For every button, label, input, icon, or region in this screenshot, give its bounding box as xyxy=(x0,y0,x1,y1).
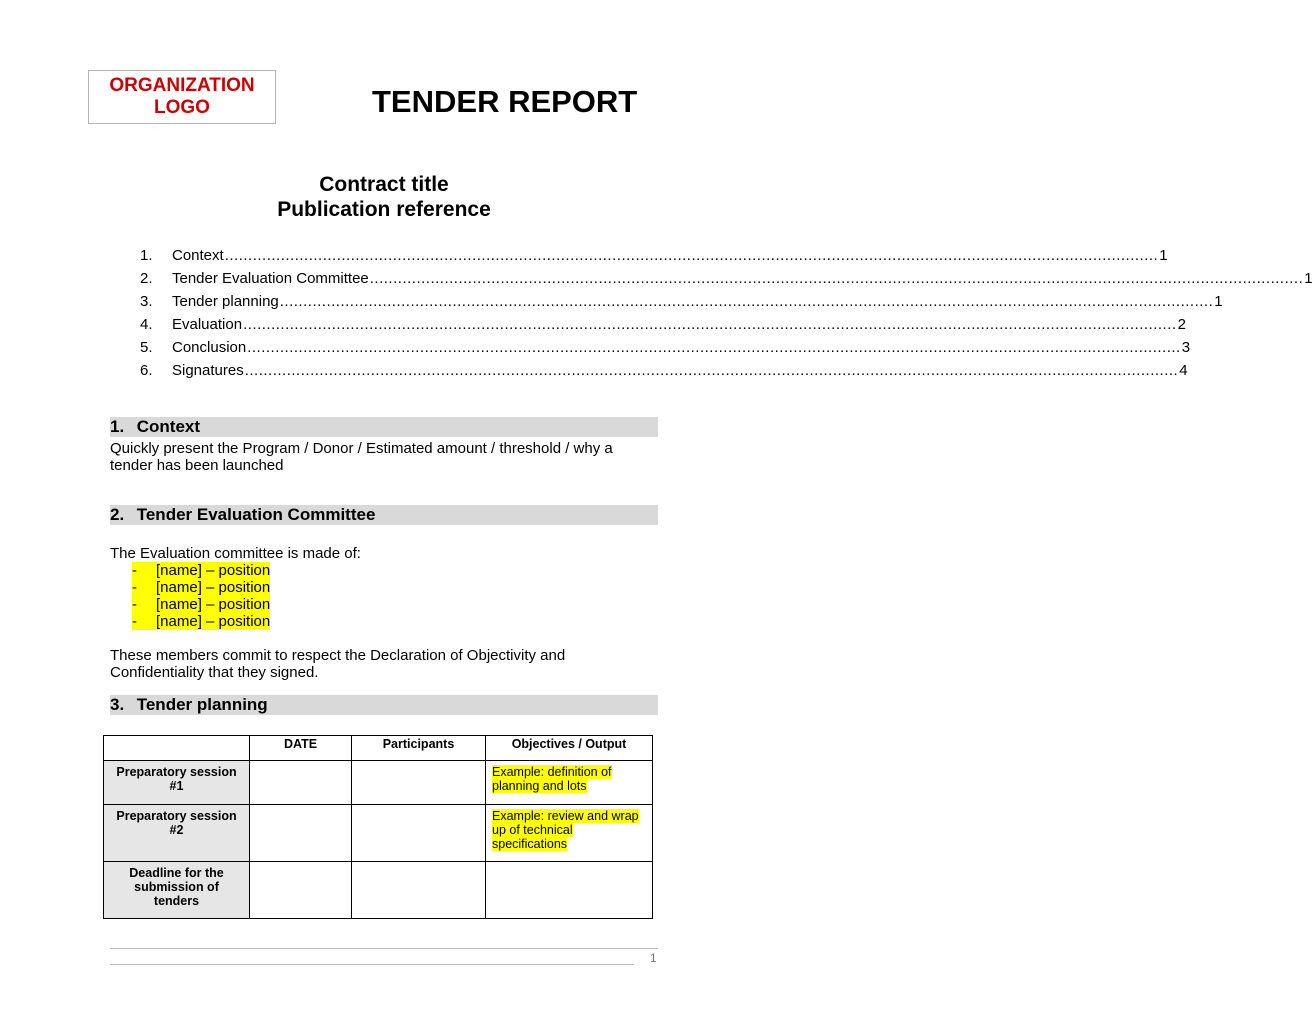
toc-number: 6. xyxy=(140,362,153,379)
toc-number: 3. xyxy=(140,293,153,310)
toc-label: Conclusion xyxy=(172,339,247,356)
committee-member-list xyxy=(132,562,270,630)
member-text: [name] – position xyxy=(156,596,271,613)
section-title: Tender planning xyxy=(136,695,268,714)
toc-leader: ........................................................................................................................................................................................................ xyxy=(369,270,1304,287)
column-header xyxy=(104,736,250,761)
list-item xyxy=(132,596,270,613)
context-paragraph: Quickly present the Program / Donor / Estimated amount / threshold / why a tender has been launched xyxy=(110,440,613,474)
toc-item-conclusion[interactable] xyxy=(140,339,1191,362)
bullet-dash: - xyxy=(132,613,156,630)
document-title: TENDER REPORT xyxy=(372,84,638,119)
bullet-dash: - xyxy=(132,596,156,613)
objectives-cell[interactable] xyxy=(486,862,653,919)
list-item xyxy=(132,562,270,579)
date-cell[interactable] xyxy=(250,761,352,805)
column-header-participants: Participants xyxy=(352,736,486,761)
committee-intro: The Evaluation committee is made of: xyxy=(110,545,361,562)
objectives-cell[interactable] xyxy=(486,805,653,862)
toc-leader: ........................................................................................................................................................................................................ xyxy=(243,316,1177,333)
toc-item-signatures[interactable] xyxy=(140,362,1188,385)
organization-logo-placeholder xyxy=(88,70,276,124)
contract-title: Contract title xyxy=(319,173,449,196)
bullet-dash: - xyxy=(132,579,156,596)
member-text: [name] – position xyxy=(156,579,271,596)
toc-item-evaluation[interactable] xyxy=(140,316,1186,339)
toc-item-tender-evaluation-committee[interactable] xyxy=(140,270,1313,293)
objectives-text: Example: review and wrap up of technical specifications xyxy=(492,809,639,851)
date-cell[interactable] xyxy=(250,862,352,919)
participants-cell[interactable] xyxy=(352,761,486,805)
toc-page-number: 2 xyxy=(1177,316,1186,333)
member-text: [name] – position xyxy=(156,613,271,630)
toc-item-context[interactable] xyxy=(140,247,1168,270)
footer-divider xyxy=(110,964,634,965)
section-title: Context xyxy=(136,417,201,436)
section-number: 2. xyxy=(110,505,125,524)
toc-page-number: 3 xyxy=(1181,339,1191,356)
participants-cell[interactable] xyxy=(352,805,486,862)
toc-item-tender-planning[interactable] xyxy=(140,293,1223,316)
logo-text: ORGANIZATION LOGO xyxy=(109,75,255,118)
toc-number: 4. xyxy=(140,316,153,333)
tender-planning-table xyxy=(103,735,653,919)
toc-page-number: 4 xyxy=(1179,362,1188,379)
row-label: Preparatory session #2 xyxy=(104,805,250,862)
footer-page-number: 1 xyxy=(650,951,657,965)
table-of-contents xyxy=(140,247,1313,385)
list-item xyxy=(132,613,270,630)
toc-leader: ........................................................................................................................................................................................................ xyxy=(279,293,1214,310)
committee-closing: These members commit to respect the Declaration of Objectivity and Confidentiality that they signed. xyxy=(110,647,566,681)
toc-label: Tender planning xyxy=(172,293,279,310)
toc-page-number: 1 xyxy=(1214,293,1223,310)
toc-page-number: 1 xyxy=(1159,247,1168,264)
section-heading-committee xyxy=(110,505,658,525)
toc-leader: ........................................................................................................................................................................................................ xyxy=(247,339,1181,356)
objectives-cell[interactable] xyxy=(486,761,653,805)
toc-number: 5. xyxy=(140,339,153,356)
toc-page-number: 1 xyxy=(1304,270,1313,287)
column-header-date: DATE xyxy=(250,736,352,761)
objectives-text: Example: definition of planning and lots xyxy=(492,765,612,793)
toc-number: 2. xyxy=(140,270,153,287)
list-item xyxy=(132,579,270,596)
toc-leader: ........................................................................................................................................................................................................ xyxy=(244,362,1179,379)
section-heading-context xyxy=(110,417,658,437)
section-heading-planning xyxy=(110,695,658,715)
footer-divider xyxy=(110,948,658,949)
member-text: [name] – position xyxy=(156,562,271,579)
section-number: 1. xyxy=(110,417,125,436)
row-label: Deadline for the submission of tenders xyxy=(104,862,250,919)
toc-label: Signatures xyxy=(172,362,244,379)
table-header-row xyxy=(104,736,653,761)
participants-cell[interactable] xyxy=(352,862,486,919)
section-title: Tender Evaluation Committee xyxy=(136,505,376,524)
table-row xyxy=(104,761,653,805)
section-number: 3. xyxy=(110,695,125,714)
toc-label: Context xyxy=(172,247,224,264)
date-cell[interactable] xyxy=(250,805,352,862)
row-label: Preparatory session #1 xyxy=(104,761,250,805)
bullet-dash: - xyxy=(132,562,156,579)
toc-number: 1. xyxy=(140,247,153,264)
column-header-objectives: Objectives / Output xyxy=(486,736,653,761)
publication-reference: Publication reference xyxy=(277,198,491,221)
table-row xyxy=(104,805,653,862)
table-row xyxy=(104,862,653,919)
toc-label: Evaluation xyxy=(172,316,243,333)
toc-leader: ........................................................................................................................................................................................................ xyxy=(224,247,1159,264)
toc-label: Tender Evaluation Committee xyxy=(172,270,369,287)
